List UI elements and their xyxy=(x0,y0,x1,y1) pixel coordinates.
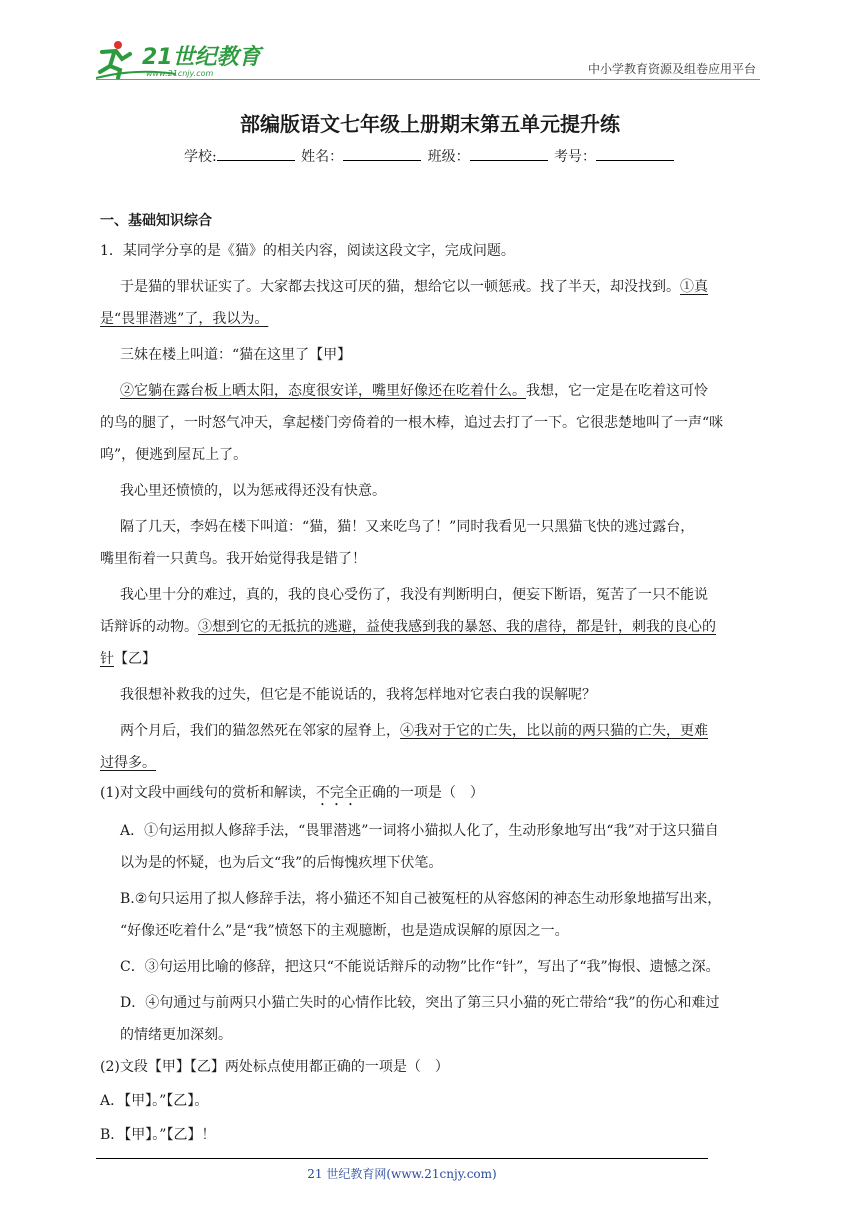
underlined-sentence-3: ③想到它的无抵抗的逃避，益使我感到我的暴怒、我的虐待，都是针，刺我的良心的 xyxy=(198,619,716,635)
header-divider xyxy=(96,79,760,80)
footer-divider xyxy=(96,1158,708,1159)
name-label: 姓名： xyxy=(301,149,344,165)
passage-line: 嘴里衔着一只黄鸟。我开始觉得我是错了！ xyxy=(100,551,366,567)
passage-line: 呜”，便逃到屋瓦上了。 xyxy=(100,447,248,463)
passage-paragraph: 我心里十分的难过，真的，我的良心受伤了，我没有判断明白，便妄下断语，冤苦了一只不能说 xyxy=(120,587,708,603)
underlined-sentence-4: ④我对于它的亡失，比以前的两只猫的亡失，更难 xyxy=(400,723,708,739)
passage-line: 的鸟的腿了，一时怒气冲天，拿起楼门旁倚着的一根木棒，追过去打了一下。它很悲楚地叫了一声“咪 xyxy=(100,415,724,431)
sub-question-text: 正确的一项是（ ） xyxy=(357,785,484,801)
page-title: 部编版语文七年级上册期末第五单元提升练 xyxy=(240,112,620,136)
sub-question-2-option-a: A．【甲】。”【乙】。 xyxy=(100,1093,209,1109)
student-info-line xyxy=(0,146,860,166)
passage-line xyxy=(100,616,716,636)
option-c: C．③句运用比喻的修辞，把这只“不能说话辩斥的动物”比作“针”，写出了“我”悔恨、遗憾之深。 xyxy=(120,959,720,975)
class-blank xyxy=(470,147,548,161)
passage-paragraph: 我心里还愤愤的，以为惩戒得还没有快意。 xyxy=(120,483,386,499)
underlined-sentence-2: ②它躺在露台板上晒太阳，态度很安详，嘴里好像还在吃着什么。 xyxy=(120,383,526,399)
passage-text: 话辩诉的动物。 xyxy=(100,619,198,635)
platform-name: 中小学教育资源及组卷应用平台 xyxy=(587,62,756,76)
passage-paragraph xyxy=(100,380,708,400)
question-1-stem: 1．某同学分享的是《猫》的相关内容，阅读这段文字，完成问题。 xyxy=(100,243,515,259)
class-label: 班级： xyxy=(427,149,470,165)
emphasis-text: 不完全 xyxy=(315,785,358,801)
passage-paragraph: 三妹在楼上叫道：“猫在这里了【甲】 xyxy=(120,347,352,363)
blank-marker-yi: 【乙】 xyxy=(114,651,156,667)
passage-paragraph: 我很想补救我的过失，但它是不能说话的，我将怎样地对它表白我的误解呢？ xyxy=(120,687,596,703)
option-d-cont: 的情绪更加深刻。 xyxy=(120,1027,232,1043)
underlined-sentence-4-cont: 过得多。 xyxy=(100,755,156,771)
passage-text: 两个月后，我们的猫忽然死在邻家的屋脊上， xyxy=(120,723,400,739)
passage-paragraph xyxy=(100,276,708,296)
name-blank xyxy=(343,147,421,161)
school-label: 学校: xyxy=(183,149,217,165)
option-b: B.②句只运用了拟人修辞手法，将小猫还不知自己被冤枉的从容悠闲的神态生动形象地描写出来， xyxy=(120,891,722,907)
section-title: 一、基础知识综合 xyxy=(100,213,212,229)
logo-text: 21世纪教育 xyxy=(142,45,261,70)
passage-line xyxy=(100,752,156,772)
sub-question-text: (1)对文段中画线句的赏析和解读， xyxy=(100,785,316,801)
sub-question-2: (2)文段【甲】【乙】两处标点使用都正确的一项是（ ） xyxy=(100,1059,449,1075)
underlined-sentence-1-cont: 是“畏罪潜逃”了，我以为。 xyxy=(100,311,269,327)
passage-line xyxy=(100,308,268,328)
exam-no-blank xyxy=(596,147,674,161)
underlined-sentence-3-cont: 针 xyxy=(100,651,114,667)
option-a: A．①句运用拟人修辞手法，“畏罪潜逃”一词将小猫拟人化了，生动形象地写出“我”对于这只猫自 xyxy=(120,823,719,839)
school-blank xyxy=(217,147,295,161)
passage-line xyxy=(100,648,156,668)
logo-url: www.21cnjy.com xyxy=(146,69,214,78)
option-b-cont: “好像还吃着什么”是“我”愤怒下的主观臆断，也是造成误解的原因之一。 xyxy=(120,923,569,939)
passage-text: 于是猫的罪状证实了。大家都去找这可厌的猫，想给它以一顿惩戒。找了半天，却没找到。 xyxy=(120,279,680,295)
sub-question-1 xyxy=(100,782,484,809)
passage-text: 我想，它一定是在吃着这可怜 xyxy=(526,383,708,399)
footer-text: 21 世纪教育网(www.21cnjy.com) xyxy=(307,1167,497,1181)
exam-no-label: 考号： xyxy=(554,149,597,165)
passage-paragraph: 隔了几天，李妈在楼下叫道：“猫，猫！又来吃鸟了！”同时我看见一只黑猫飞快的逃过露台， xyxy=(120,519,695,535)
option-a-cont: 以为是的怀疑，也为后文“我”的后悔愧疚埋下伏笔。 xyxy=(120,855,443,871)
passage-paragraph xyxy=(100,720,708,740)
logo xyxy=(96,38,266,80)
underlined-sentence-1: ①真 xyxy=(680,279,708,295)
option-d: D．④句通过与前两只小猫亡失时的心情作比较，突出了第三只小猫的死亡带给“我”的伤心和难过 xyxy=(120,995,720,1011)
sub-question-2-option-b: B．【甲】。”【乙】！ xyxy=(100,1127,216,1143)
